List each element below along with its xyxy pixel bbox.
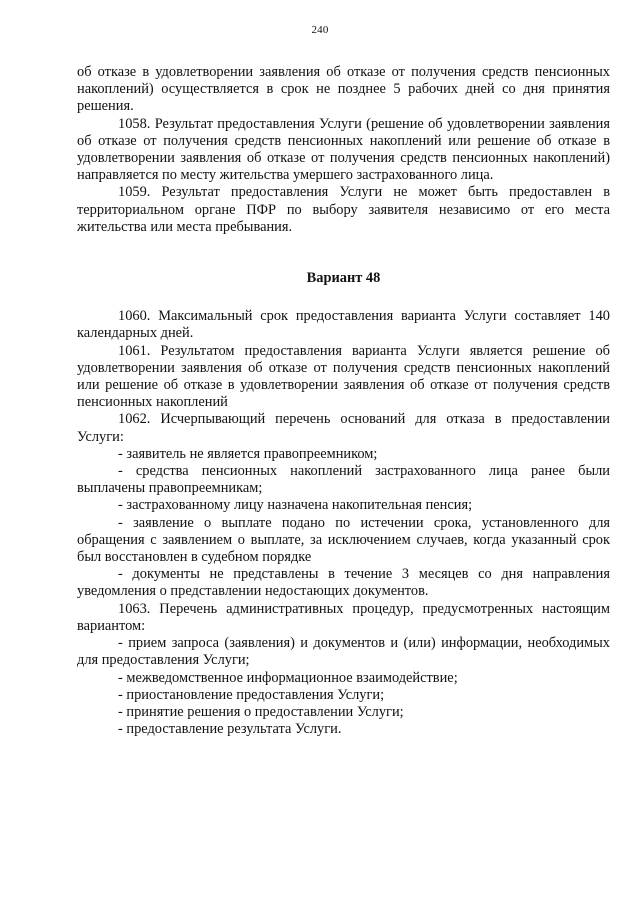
procedure-item: - межведомственное информационное взаимодействие; <box>118 669 458 686</box>
page-number: 240 <box>311 24 329 36</box>
paragraph-1063: 1063. Перечень административных процедур, предусмотренных настоящим вариантом: <box>77 600 610 634</box>
document-body <box>77 64 610 738</box>
paragraph-1060: 1060. Максимальный срок предоставления варианта Услуги составляет 140 календарных дней. <box>77 308 610 342</box>
procedure-item: - прием запроса (заявления) и документов и (или) информации, необходимых для предоставления Услуги; <box>77 635 610 669</box>
refusal-reason-item: - заявление о выплате подано по истечении срока, установленного для обращения с заявлением о выплате, за исключением случаев, когда указанный срок был восстановлен в судебном порядке <box>77 514 610 566</box>
variant-heading: Вариант 48 <box>306 270 381 287</box>
procedure-item: - приостановление предоставления Услуги; <box>118 686 385 703</box>
continuation-paragraph: об отказе в удовлетворении заявления об отказе от получения средств пенсионных накоплений) осуществляется в срок не позднее 5 рабочих дней со дня принятия решения. <box>77 64 610 115</box>
paragraph-1059: 1059. Результат предоставления Услуги не может быть предоставлен в территориальном органе ПФР по выбору заявителя независимо от его места жительства или места пребывания. <box>77 184 610 235</box>
procedure-item: - предоставление результата Услуги. <box>118 721 342 738</box>
refusal-reason-item: - заявитель не является правопреемником; <box>118 445 378 462</box>
refusal-reason-item: - средства пенсионных накоплений застрахованного лица ранее были выплачены правопреемникам; <box>77 463 610 497</box>
procedure-item: - принятие решения о предоставлении Услуги; <box>118 703 404 720</box>
paragraph-1058: 1058. Результат предоставления Услуги (решение об удовлетворении заявления об отказе от получения средств пенсионных накоплений или решение об отказе в удовлетворении заявления об отказе от получения средств пенсионных накоплений) направляется по месту жительства умершего застрахованного лица. <box>77 115 610 184</box>
paragraph-1062: 1062. Исчерпывающий перечень оснований для отказа в предоставлении Услуги: <box>77 411 610 445</box>
paragraph-1061: 1061. Результатом предоставления варианта Услуги является решение об удовлетворении заявления об отказе от получения средств пенсионных накоплений или решение об отказе в удовлетворении заявления об отказе от получения средств пенсионных накоплений <box>77 342 610 411</box>
refusal-reason-item: - документы не представлены в течение 3 месяцев со дня направления уведомления о представлении недостающих документов. <box>77 566 610 600</box>
refusal-reason-item: - застрахованному лицу назначена накопительная пенсия; <box>118 497 473 514</box>
